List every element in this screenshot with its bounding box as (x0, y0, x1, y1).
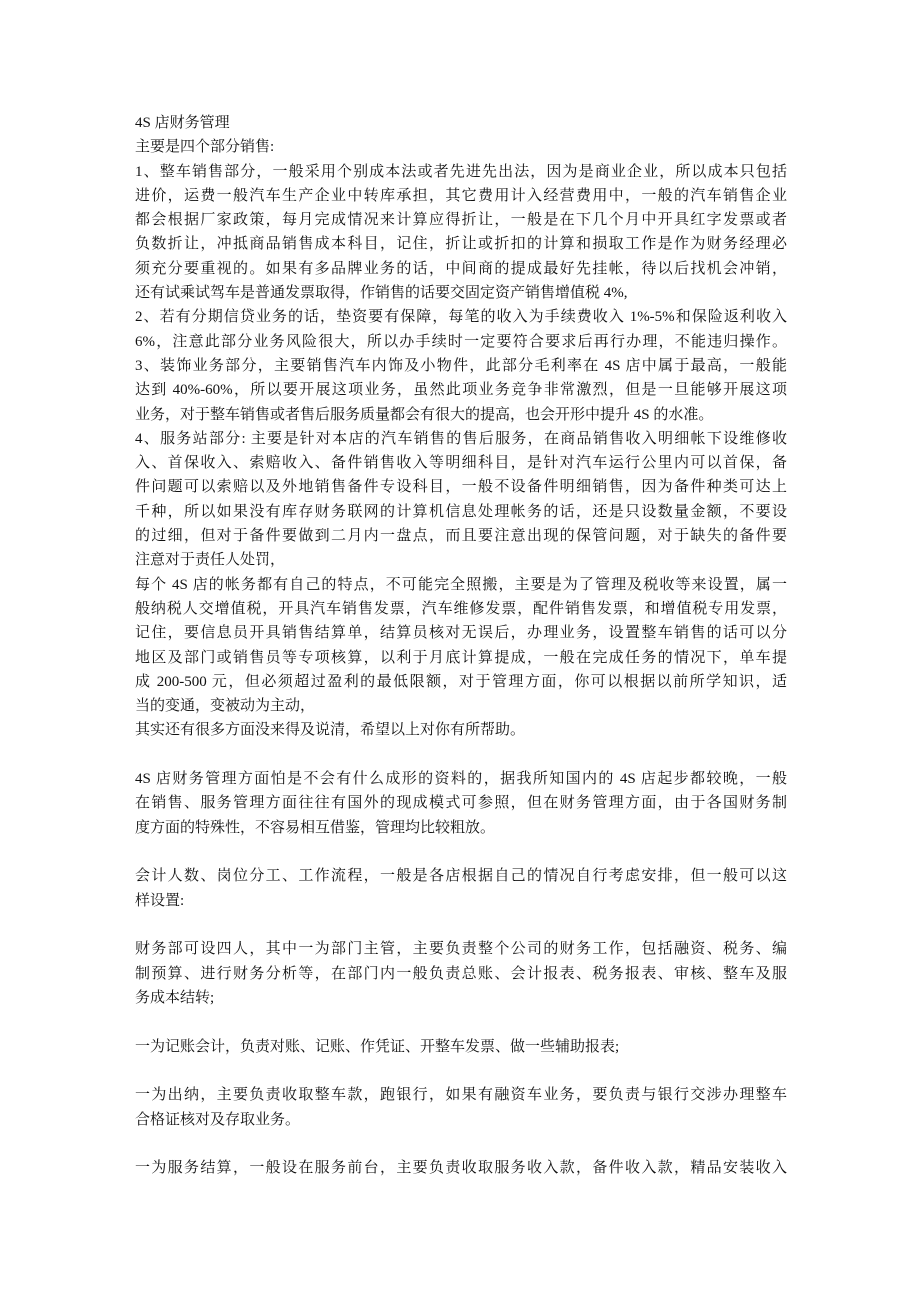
text-line: 6%，注意此部分业务风险很大，所以办手续时一定要符合要求后再行办理，不能违归操作。 (135, 333, 787, 350)
text-line: 1、整车销售部分，一般采用个别成本法或者先进先出法，因为是商业企业，所以成本只包括 (135, 163, 787, 180)
text-line: 4S 店财务管理方面怕是不会有什么成形的资料的，据我所知国内的 4S 店起步都较晚，一般 (135, 771, 787, 788)
text-line: 一为出纳，主要负责收取整车款，跑银行，如果有融资车业务，要负责与银行交涉办理整车 (135, 1087, 787, 1104)
text-line: 须充分要重视的。如果有多品牌业务的话，中间商的提成最好先挂帐，待以后找机会冲销， (135, 260, 787, 277)
text-line: 度方面的特殊性，不容易相互借鉴，管理均比较粗放。 (135, 819, 496, 836)
text-line: 财务部可设四人，其中一为部门主管，主要负责整个公司的财务工作，包括融资、税务、编 (135, 941, 787, 958)
text-line: 还有试乘试驾车是普通发票取得，作销售的话要交固定资产销售增值税 4%, (135, 285, 628, 302)
text-line: 成 200-500 元，但必须超过盈利的最低限额，对于管理方面，你可以根据以前所学知识，适 (135, 673, 787, 690)
text-line: 千种，所以如果没有库存财务联网的计算机信息处理帐务的话，还是只设数量金额，不要设 (135, 503, 787, 520)
text-line: 制预算、进行财务分析等，在部门内一般负责总账、会计报表、税务报表、审核、整车及服 (135, 965, 787, 982)
text-line: 件问题可以索赔以及外地销售备件专设科目，一般不设备件明细销售，因为备件种类可达上 (135, 479, 787, 496)
document-page (135, 111, 787, 1181)
paragraph (135, 937, 787, 1010)
text-line: 2、若有分期信贷业务的话，垫资要有保障，每笔的收入为手续费收入 1%-5%和保险返利收入 (135, 309, 787, 326)
text-line: 般纳税人交增值税，开具汽车销售发票，汽车维修发票，配件销售发票，和增值税专用发票， (135, 600, 787, 617)
text-line: 4、服务站部分: 主要是针对本店的汽车销售的售后服务，在商品销售收入明细帐下设维修收 (135, 430, 787, 447)
document-title: 4S 店财务管理 (135, 115, 230, 131)
text-line: 都会根据厂家政策，每月完成情况来计算应得折让，一般是在下几个月中开具红字发票或者 (135, 212, 787, 229)
text-line: 一为记账会计，负责对账、记账、作凭证、开整车发票、做一些辅助报表; (135, 1038, 620, 1055)
text-line: 3、装饰业务部分，主要销售汽车内饰及小物件，此部分毛利率在 4S 店中属于最高，一般能 (135, 357, 787, 374)
text-line: 务成本结转; (135, 989, 215, 1006)
text-line: 达到 40%-60%，所以要开展这项业务，虽然此项业务竞争非常激烈，但是一旦能够开展这项 (135, 382, 787, 399)
text-line: 在销售、服务管理方面往往有国外的现成模式可参照，但在财务管理方面，由于各国财务制 (135, 795, 787, 812)
text-line: 主要是四个部分销售: (135, 139, 275, 156)
text-line: 样设置: (135, 892, 185, 909)
text-line: 进价，运费一般汽车生产企业中转库承担，其它费用计入经营费用中，一般的汽车销售企业 (135, 187, 787, 204)
text-line: 记住，要信息员开具销售结算单，结算员核对无误后，办理业务，设置整车销售的话可以分 (135, 625, 787, 642)
paragraph (135, 767, 787, 840)
text-line: 负数折让，冲抵商品销售成本科目，记住，折让或折扣的计算和损取工作是作为财务经理必 (135, 236, 787, 253)
text-line: 会计人数、岗位分工、工作流程，一般是各店根据自己的情况自行考虑安排，但一般可以这 (135, 868, 787, 885)
paragraph-main (135, 135, 787, 742)
text-line: 注意对于责任人处罚， (135, 552, 286, 569)
paragraph (135, 1156, 787, 1180)
text-line: 业务，对于整车销售或者售后服务质量都会有很大的提高，也会开形中提升 4S 的水准。 (135, 406, 714, 423)
paragraph (135, 1035, 787, 1059)
text-line: 一为服务结算，一般设在服务前台，主要负责收取服务收入款，备件收入款，精品安装收入 (135, 1160, 787, 1177)
text-line: 每个 4S 店的帐务都有自己的特点，不可能完全照搬，主要是为了管理及税收等来设置，属一 (135, 576, 787, 593)
text-line: 其实还有很多方面没来得及说清，希望以上对你有所帮助。 (135, 722, 526, 739)
text-line: 地区及部门或销售员等专项核算，以利于月底计算提成，一般在完成任务的情况下，单车提 (135, 649, 787, 666)
text-line: 入、首保收入、索赔收入、备件销售收入等明细科目，是针对汽车运行公里内可以首保，备 (135, 455, 787, 472)
text-line: 当的变通，变被动为主动， (135, 698, 316, 715)
paragraph (135, 864, 787, 913)
text-line: 的过细，但对于备件要做到二月内一盘点，而且要注意出现的保管问题，对于缺失的备件要 (135, 528, 787, 545)
paragraph (135, 1083, 787, 1132)
text-line: 合格证核对及存取业务。 (135, 1111, 301, 1128)
